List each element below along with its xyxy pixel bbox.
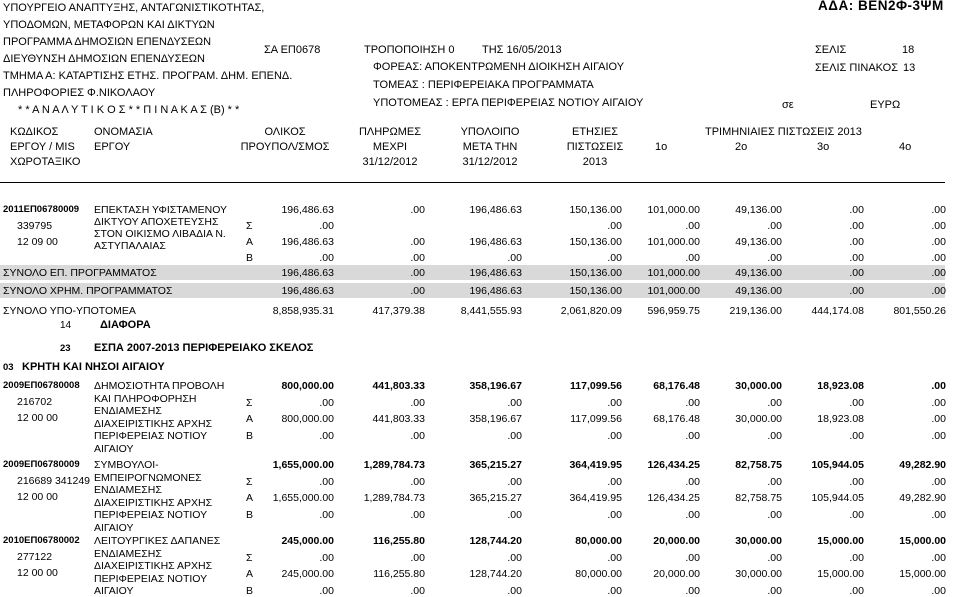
sa-code: ΣΑ ΕΠ0678: [264, 44, 321, 56]
row-marker: Σ: [246, 552, 253, 564]
value-cell: 1,655,000.00: [272, 459, 334, 471]
value-cell: .00: [410, 509, 425, 521]
value-cell: 800,000.00: [281, 413, 334, 425]
value-cell: 441,803.33: [372, 380, 425, 392]
total-value: 150,136.00: [569, 285, 622, 297]
project-name-line: ΛΕΙΤΟΥΡΓΙΚΕΣ ΔΑΠΑΝΕΣ: [94, 535, 221, 547]
total-value: 8,858,935.31: [272, 305, 334, 317]
value-cell: 245,000.00: [281, 535, 334, 547]
value-cell: 15,000.00: [899, 568, 946, 580]
col-paid-3: 31/12/2012: [362, 156, 418, 168]
value-cell: .00: [410, 552, 425, 564]
value-cell: .00: [931, 509, 946, 521]
col-annual-2: ΠΙΣΤΩΣΕΙΣ: [566, 141, 624, 153]
value-cell: 82,758.75: [735, 492, 782, 504]
total-value: .00: [410, 285, 425, 297]
ministry-line-3: ΠΡΟΓΡΑΜΜΑ ΔΗΜΟΣΙΩΝ ΕΠΕΝΔΥΣΕΩΝ: [3, 36, 212, 48]
value-cell: .00: [685, 397, 700, 409]
project-name-line: ΔΗΜΟΣΙΟΤΗΤΑ ΠΡΟΒΟΛΗ: [94, 380, 225, 392]
project-mis: 277122: [17, 551, 53, 563]
sector-label: ΤΟΜΕΑΣ : ΠΕΡΙΦΕΡΕΙΑΚΑ ΠΡΟΓΡΑΜΜΑΤΑ: [373, 79, 594, 91]
col-code-1: ΚΩΔΙΚΟΣ: [10, 126, 59, 138]
col-q2: 2ο: [735, 141, 748, 153]
total-value: 196,486.63: [281, 285, 334, 297]
value-cell: .00: [931, 397, 946, 409]
region-num: 03: [3, 362, 14, 373]
value-cell: 365,215.27: [469, 459, 522, 471]
value-cell: 364,419.95: [569, 459, 622, 471]
row-marker: Β: [246, 252, 254, 264]
project-mis: 216689 341249: [17, 475, 90, 487]
total-value: 101,000.00: [647, 285, 700, 297]
doc-date: ΤΗΣ 16/05/2013: [482, 44, 562, 56]
row-marker: Α: [246, 413, 254, 425]
value-cell: 30,000.00: [735, 535, 782, 547]
value-cell: 49,136.00: [735, 204, 782, 216]
col-remaining-3: 31/12/2012: [462, 156, 518, 168]
ministry-line-4: ΔΙΕΥΘΥΝΣΗ ΔΗΜΟΣΙΩΝ ΕΠΕΝΔΥΣΕΩΝ: [3, 53, 205, 65]
value-cell: 1,289,784.73: [363, 459, 425, 471]
report-title: * * Α Ν Α Λ Υ Τ Ι Κ Ο Σ * * Π Ι Ν Α Κ Α Σ (Β) * *: [18, 104, 240, 116]
value-cell: .00: [931, 252, 946, 264]
value-cell: .00: [410, 236, 425, 248]
value-cell: .00: [410, 252, 425, 264]
value-cell: 30,000.00: [735, 568, 782, 580]
col-remaining-1: ΥΠΟΛΟΙΠΟ: [460, 126, 520, 138]
value-cell: .00: [767, 397, 782, 409]
col-remaining-2: ΜΕΤΑ ΤΗΝ: [462, 141, 518, 153]
col-q1: 1ο: [655, 141, 668, 153]
value-cell: .00: [931, 476, 946, 488]
col-code-2: ΕΡΓΟΥ / MIS: [10, 141, 75, 153]
value-cell: .00: [767, 509, 782, 521]
ministry-line-2: ΥΠΟΔΟΜΩΝ, ΜΕΤΑΦΟΡΩΝ ΚΑΙ ΔΙΚΤΥΩΝ: [3, 19, 215, 31]
project-name-line: ΣΥΜΒΟΥΛΟΙ-: [94, 459, 159, 471]
row-marker: Α: [246, 568, 254, 580]
value-cell: 364,419.95: [569, 492, 622, 504]
value-cell: .00: [849, 204, 864, 216]
value-cell: .00: [767, 552, 782, 564]
ministry-line-1: ΥΠΟΥΡΓΕΙΟ ΑΝΑΠΤΥΞΗΣ, ΑΝΤΑΓΩΝΙΣΤΙΚΟΤΗΤΑΣ,: [3, 2, 265, 14]
total-value: 444,174.08: [811, 305, 864, 317]
col-code-3: ΧΩΡΟΤΑΞΙΚΟ: [10, 156, 81, 168]
project-name-line: ΑΙΓΑΙΟΥ: [94, 442, 134, 455]
value-cell: .00: [319, 397, 334, 409]
subsector-label: ΥΠΟΤΟΜΕΑΣ : ΕΡΓΑ ΠΕΡΙΦΕΡΕΙΑΣ ΝΟΤΙΟΥ ΑΙΓΑΙΟΥ: [373, 97, 644, 109]
value-cell: .00: [849, 220, 864, 232]
value-cell: .00: [410, 204, 425, 216]
value-cell: .00: [931, 585, 946, 597]
value-cell: .00: [931, 380, 946, 392]
ministry-line-5: ΤΜΗΜΑ Α: ΚΑΤΑΡΤΙΣΗΣ ΕΤΗΣ. ΠΡΟΓΡΑΜ. ΔΗΜ. ΕΠΕΝΔ.: [3, 70, 293, 82]
total-value: .00: [931, 267, 946, 279]
row-marker: Β: [246, 585, 254, 597]
value-cell: 101,000.00: [647, 236, 700, 248]
project-name-line: ΕΝΔΙΑΜΕΣΗΣ: [94, 547, 162, 560]
value-cell: .00: [931, 430, 946, 442]
value-cell: .00: [507, 430, 522, 442]
value-cell: 116,255.80: [373, 535, 425, 547]
value-cell: 80,000.00: [575, 535, 622, 547]
value-cell: 18,923.08: [817, 380, 864, 392]
total-value: 49,136.00: [735, 285, 782, 297]
s2-title: ΔΙΑΦΟΡΑ: [100, 319, 151, 331]
project-name-line: ΔΙΑΧΕΙΡΙΣΤΙΚΗΣ ΑΡΧΗΣ: [94, 560, 213, 572]
row-marker: Α: [246, 236, 254, 248]
value-cell: .00: [507, 476, 522, 488]
project-geo: 12 00 00: [17, 567, 58, 579]
value-cell: .00: [607, 552, 622, 564]
total-value: 8,441,555.93: [460, 305, 522, 317]
table-page-number: 13: [903, 62, 916, 74]
s1-name-1: ΕΠΕΚΤΑΣΗ ΥΦΙΣΤΑΜΕΝΟΥ: [94, 204, 228, 216]
project-name-line: ΔΙΑΧΕΙΡΙΣΤΙΚΗΣ ΑΡΧΗΣ: [94, 417, 213, 430]
value-cell: .00: [767, 476, 782, 488]
project-geo: 12 00 00: [17, 491, 58, 503]
project-code: 2009ΕΠ06780008: [3, 380, 80, 391]
value-cell: .00: [410, 476, 425, 488]
value-cell: .00: [931, 204, 946, 216]
value-cell: .00: [507, 552, 522, 564]
page-label: ΣΕΛΙΣ: [815, 44, 847, 56]
project-name-line: ΔΙΑΧΕΙΡΙΣΤΙΚΗΣ ΑΡΧΗΣ: [94, 496, 213, 509]
col-paid-2: ΜΕΧΡΙ: [372, 141, 408, 153]
row-marker: Β: [246, 509, 254, 521]
value-cell: 150,136.00: [569, 204, 622, 216]
value-cell: .00: [607, 430, 622, 442]
value-cell: .00: [607, 252, 622, 264]
value-cell: 128,744.20: [469, 535, 522, 547]
se-label: σε: [782, 99, 794, 111]
value-cell: 18,923.08: [817, 413, 864, 425]
value-cell: 82,758.75: [735, 459, 782, 471]
s1-name-4: ΑΣΤΥΠΑΛΑΙΑΣ: [94, 240, 166, 252]
value-cell: 30,000.00: [735, 413, 782, 425]
value-cell: .00: [319, 509, 334, 521]
value-cell: .00: [607, 397, 622, 409]
value-cell: .00: [849, 236, 864, 248]
value-cell: .00: [319, 585, 334, 597]
value-cell: .00: [849, 552, 864, 564]
value-cell: 196,486.63: [281, 204, 334, 216]
value-cell: 80,000.00: [575, 568, 622, 580]
value-cell: .00: [849, 476, 864, 488]
row-marker: Σ: [246, 220, 253, 232]
value-cell: .00: [410, 585, 425, 597]
value-cell: 126,434.25: [647, 459, 700, 471]
value-cell: .00: [410, 397, 425, 409]
value-cell: 245,000.00: [281, 568, 334, 580]
region-title: ΚΡΗΤΗ ΚΑΙ ΝΗΣΟΙ ΑΙΓΑΙΟΥ: [22, 361, 165, 373]
s2-num: 14: [60, 320, 72, 331]
value-cell: 20,000.00: [653, 535, 700, 547]
col-total-2: ΠΡΟΥΠΟΛ/ΣΜΟΣ: [240, 141, 330, 153]
value-cell: .00: [849, 252, 864, 264]
value-cell: .00: [607, 585, 622, 597]
espa-title: ΕΣΠΑ 2007-2013 ΠΕΡΙΦΕΡΕΙΑΚΟ ΣΚΕΛΟΣ: [94, 342, 314, 354]
value-cell: .00: [931, 220, 946, 232]
row-marker: Σ: [246, 476, 253, 488]
value-cell: .00: [849, 430, 864, 442]
col-paid-1: ΠΛΗΡΩΜΕΣ: [358, 126, 422, 138]
project-name-line: ΕΝΔΙΑΜΕΣΗΣ: [94, 405, 162, 417]
table-page-label: ΣΕΛΙΣ ΠΙΝΑΚΟΣ: [815, 62, 899, 74]
value-cell: 196,486.63: [281, 236, 334, 248]
value-cell: 358,196.67: [469, 380, 522, 392]
col-total-1: ΟΛΙΚΟΣ: [264, 126, 306, 138]
currency-label: ΕΥΡΩ: [870, 99, 901, 111]
col-q3: 3ο: [817, 141, 830, 153]
value-cell: 358,196.67: [469, 413, 522, 425]
project-name-line: ΕΜΠΕΙΡΟΓΝΩΜΟΝΕΣ: [94, 471, 202, 484]
value-cell: .00: [849, 397, 864, 409]
value-cell: .00: [507, 509, 522, 521]
value-cell: .00: [931, 236, 946, 248]
value-cell: 49,282.90: [899, 492, 946, 504]
row-marker: Σ: [246, 397, 253, 409]
value-cell: .00: [410, 430, 425, 442]
value-cell: 116,255.80: [373, 568, 425, 580]
value-cell: .00: [507, 585, 522, 597]
s1-code: 2011ΕΠ06780009: [3, 204, 80, 215]
modification: ΤΡΟΠΟΠΟΙΗΣΗ 0: [364, 44, 455, 56]
value-cell: 196,486.63: [469, 204, 522, 216]
project-name-line: ΕΝΔΙΑΜΕΣΗΣ: [94, 484, 162, 496]
value-cell: .00: [319, 252, 334, 264]
col-name-2: ΕΡΓΟΥ: [94, 141, 131, 153]
project-name-line: ΑΙΓΑΙΟΥ: [94, 521, 134, 534]
value-cell: .00: [849, 509, 864, 521]
value-cell: 441,803.33: [372, 413, 425, 425]
project-name-line: ΠΕΡΙΦΕΡΕΙΑΣ ΝΟΤΙΟΥ: [94, 430, 208, 442]
row-marker: Α: [246, 492, 254, 504]
col-q4: 4ο: [899, 141, 912, 153]
total-value: 2,061,820.09: [560, 305, 622, 317]
col-annual-3: 2013: [582, 156, 608, 168]
value-cell: .00: [685, 585, 700, 597]
value-cell: .00: [685, 220, 700, 232]
ada-code: ΑΔΑ: ΒΕΝ2Φ-3ΨΜ: [818, 0, 944, 13]
value-cell: .00: [931, 413, 946, 425]
value-cell: 15,000.00: [817, 535, 864, 547]
value-cell: .00: [319, 552, 334, 564]
total-label: ΣΥΝΟΛΟ ΧΡΗΜ. ΠΡΟΓΡΑΜΜΑΤΟΣ: [3, 285, 173, 297]
value-cell: .00: [685, 430, 700, 442]
s1-name-2: ΔΙΚΤΥΟΥ ΑΠΟΧΕΤΕΥΣΗΣ: [94, 216, 219, 228]
espa-num: 23: [60, 343, 71, 354]
col-quarterly: ΤΡΙΜΗΝΙΑΙΕΣ ΠΙΣΤΩΣΕΙΣ 2013: [705, 126, 862, 138]
project-code: 2009ΕΠ06780009: [3, 459, 80, 470]
value-cell: .00: [685, 509, 700, 521]
project-name-line: ΠΕΡΙΦΕΡΕΙΑΣ ΝΟΤΙΟΥ: [94, 572, 208, 585]
total-value: .00: [931, 285, 946, 297]
total-label: ΣΥΝΟΛΟ ΥΠΟ-ΥΠΟΤΟΜΕΑ: [3, 305, 136, 317]
ministry-line-6: ΠΛΗΡΟΦΟΡΙΕΣ Φ.ΝΙΚΟΛΑΟΥ: [3, 87, 156, 99]
total-value: 101,000.00: [647, 267, 700, 279]
value-cell: .00: [607, 476, 622, 488]
value-cell: .00: [767, 252, 782, 264]
value-cell: .00: [849, 585, 864, 597]
project-mis: 216702: [17, 396, 53, 408]
value-cell: 101,000.00: [647, 204, 700, 216]
total-label: ΣΥΝΟΛΟ ΕΠ. ΠΡΟΓΡΑΜΜΑΤΟΣ: [3, 267, 157, 279]
value-cell: 15,000.00: [817, 568, 864, 580]
value-cell: 68,176.48: [653, 380, 700, 392]
value-cell: 800,000.00: [281, 380, 334, 392]
value-cell: 150,136.00: [569, 236, 622, 248]
value-cell: 117,099.56: [570, 413, 622, 425]
value-cell: 20,000.00: [653, 568, 700, 580]
total-value: 150,136.00: [569, 267, 622, 279]
total-value: 196,486.63: [469, 267, 522, 279]
col-annual-1: ΕΤΗΣΙΕΣ: [572, 126, 618, 138]
value-cell: 15,000.00: [899, 535, 946, 547]
total-value: .00: [410, 267, 425, 279]
value-cell: .00: [931, 552, 946, 564]
value-cell: .00: [685, 552, 700, 564]
total-value: 596,959.75: [647, 305, 700, 317]
value-cell: 49,282.90: [899, 459, 946, 471]
total-value: 49,136.00: [735, 267, 782, 279]
value-cell: .00: [507, 252, 522, 264]
total-value: 219,136.00: [729, 305, 782, 317]
value-cell: .00: [507, 397, 522, 409]
s1-mis: 339795: [17, 220, 53, 232]
value-cell: .00: [319, 430, 334, 442]
s1-geo: 12 09 00: [17, 236, 58, 248]
project-geo: 12 00 00: [17, 412, 58, 424]
value-cell: 126,434.25: [647, 492, 700, 504]
row-marker: Β: [246, 430, 254, 442]
value-cell: 1,289,784.73: [363, 492, 425, 504]
value-cell: 105,944.05: [811, 459, 864, 471]
value-cell: 49,136.00: [735, 236, 782, 248]
value-cell: 365,215.27: [469, 492, 522, 504]
project-name-line: ΑΙΓΑΙΟΥ: [94, 585, 134, 597]
s1-name-3: ΣΤΟΝ ΟΙΚΙΣΜΟ ΛΙΒΑΔΙΑ Ν.: [94, 228, 226, 240]
value-cell: .00: [767, 585, 782, 597]
value-cell: .00: [319, 220, 334, 232]
project-name-line: ΚΑΙ ΠΛΗΡΟΦΟΡΗΣΗ: [94, 392, 197, 405]
header-divider: [0, 182, 945, 183]
total-value: 417,379.38: [372, 305, 425, 317]
value-cell: 128,744.20: [469, 568, 522, 580]
value-cell: .00: [319, 476, 334, 488]
value-cell: .00: [767, 430, 782, 442]
value-cell: 30,000.00: [735, 380, 782, 392]
total-value: 196,486.63: [469, 285, 522, 297]
total-value: 196,486.63: [281, 267, 334, 279]
value-cell: 1,655,000.00: [272, 492, 334, 504]
project-code: 2010ΕΠ06780002: [3, 535, 80, 546]
value-cell: 105,944.05: [811, 492, 864, 504]
value-cell: 117,099.56: [570, 380, 622, 392]
value-cell: 68,176.48: [653, 413, 700, 425]
value-cell: .00: [607, 509, 622, 521]
value-cell: .00: [767, 220, 782, 232]
col-name-1: ΟΝΟΜΑΣΙΑ: [94, 126, 153, 138]
page-number: 18: [902, 44, 915, 56]
total-value: 801,550.26: [893, 305, 946, 317]
value-cell: 196,486.63: [469, 236, 522, 248]
body-label: ΦΟΡΕΑΣ: ΑΠΟΚΕΝΤΡΩΜΕΝΗ ΔΙΟΙΚΗΣΗ ΑΙΓΑΙΟΥ: [373, 61, 625, 73]
value-cell: .00: [685, 476, 700, 488]
total-value: .00: [849, 267, 864, 279]
value-cell: .00: [607, 220, 622, 232]
project-name-line: ΠΕΡΙΦΕΡΕΙΑΣ ΝΟΤΙΟΥ: [94, 509, 208, 521]
value-cell: .00: [685, 252, 700, 264]
total-value: .00: [849, 285, 864, 297]
